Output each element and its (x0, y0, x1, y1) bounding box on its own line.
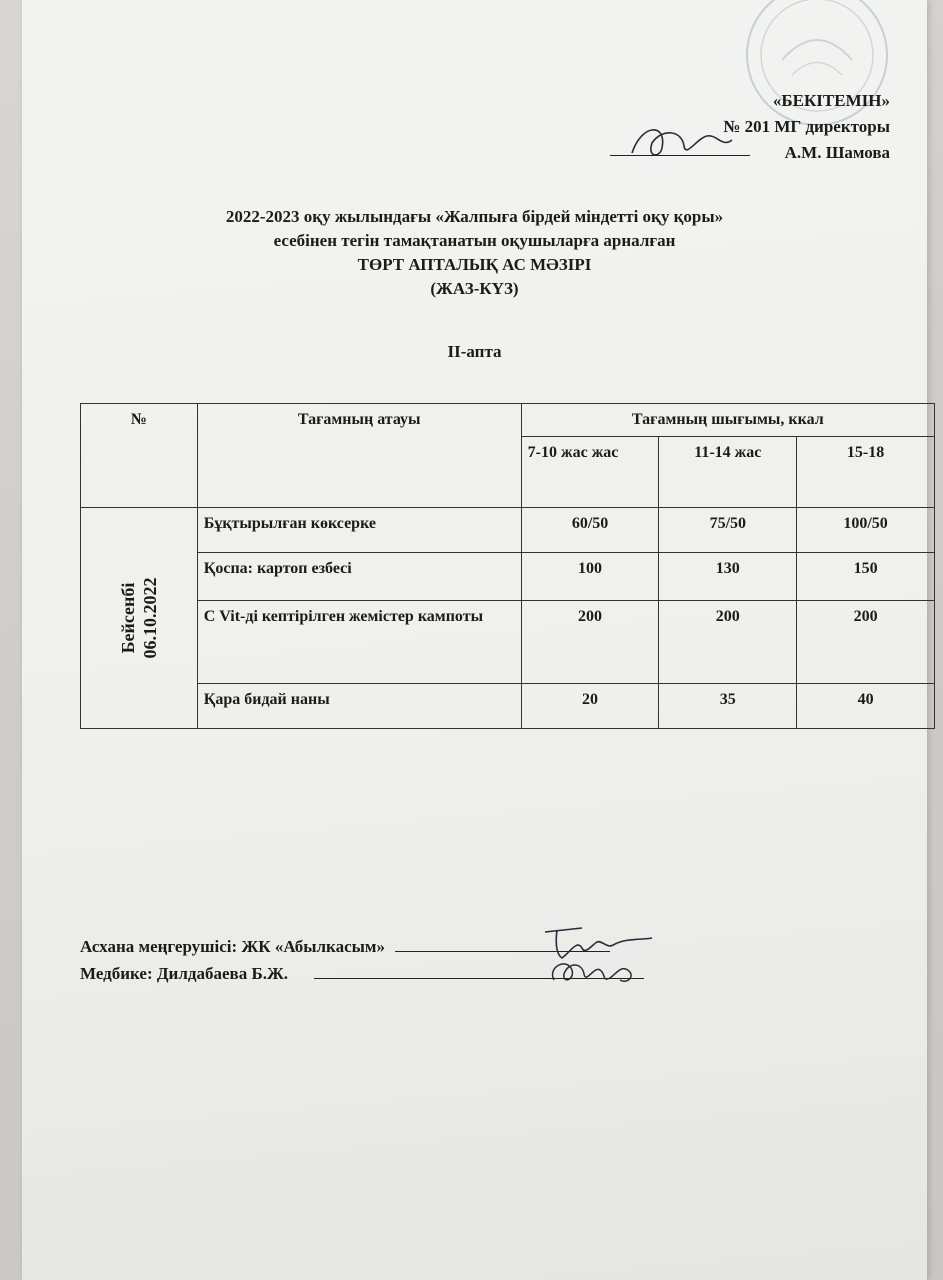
canteen-manager-label: Асхана меңгерушісі: ЖК «Абылкасым» (80, 937, 385, 956)
header-age-7-10: 7-10 жас жас (521, 437, 659, 508)
nurse-signature (542, 952, 637, 992)
value-11-14: 35 (659, 684, 797, 729)
value-7-10: 200 (521, 601, 659, 684)
dish-name: С Vit-ді кептірілген жемістер кампоты (197, 601, 521, 684)
day-name: Бейсенбі (117, 582, 138, 654)
value-15-18: 100/50 (797, 508, 935, 553)
table-row (81, 553, 935, 601)
week-label: ІІ-апта (447, 342, 502, 361)
header-age-11-14: 11-14 жас (659, 437, 797, 508)
table-row (81, 601, 935, 684)
day-date: 06.10.2022 (139, 577, 160, 659)
approval-heading: «БЕКІТЕМІН» (772, 91, 890, 110)
title-line-3: ТӨРТ АПТАЛЫҚ АС МӘЗІРІ (357, 255, 592, 274)
dish-name: Қара бидай наны (197, 684, 521, 729)
value-7-10: 100 (521, 553, 659, 601)
day-cell (81, 508, 198, 729)
value-15-18: 200 (797, 601, 935, 684)
document-title (22, 205, 927, 301)
title-line-4: (ЖАЗ-КҮЗ) (430, 279, 519, 298)
title-line-1: 2022-2023 оқу жылындағы «Жалпыға бірдей міндетті оқу қоры» (225, 207, 724, 226)
table-row (81, 508, 935, 553)
table-header-row (81, 404, 935, 437)
value-7-10: 20 (521, 684, 659, 729)
value-11-14: 130 (659, 553, 797, 601)
dish-name: Бұқтырылған көксерке (197, 508, 521, 553)
value-11-14: 75/50 (659, 508, 797, 553)
header-number: № (81, 404, 198, 508)
director-signature (622, 118, 742, 168)
header-output: Тағамның шығымы, ккал (521, 404, 934, 437)
approval-name: А.М. Шамова (784, 143, 890, 162)
header-dish-name: Тағамның атауы (197, 404, 521, 508)
dish-name: Қоспа: картоп езбесі (197, 553, 521, 601)
title-line-2: есебінен тегін тамақтанатын оқушыларға арналған (273, 231, 676, 250)
value-7-10: 60/50 (521, 508, 659, 553)
value-15-18: 40 (797, 684, 935, 729)
menu-table (80, 403, 935, 729)
value-11-14: 200 (659, 601, 797, 684)
document-page (22, 0, 927, 1280)
nurse-label: Медбике: Дилдабаева Б.Ж. (80, 964, 289, 983)
value-15-18: 150 (797, 553, 935, 601)
approval-position: № 201 МГ директоры (723, 117, 890, 136)
header-age-15-18: 15-18 (797, 437, 935, 508)
table-row (81, 684, 935, 729)
